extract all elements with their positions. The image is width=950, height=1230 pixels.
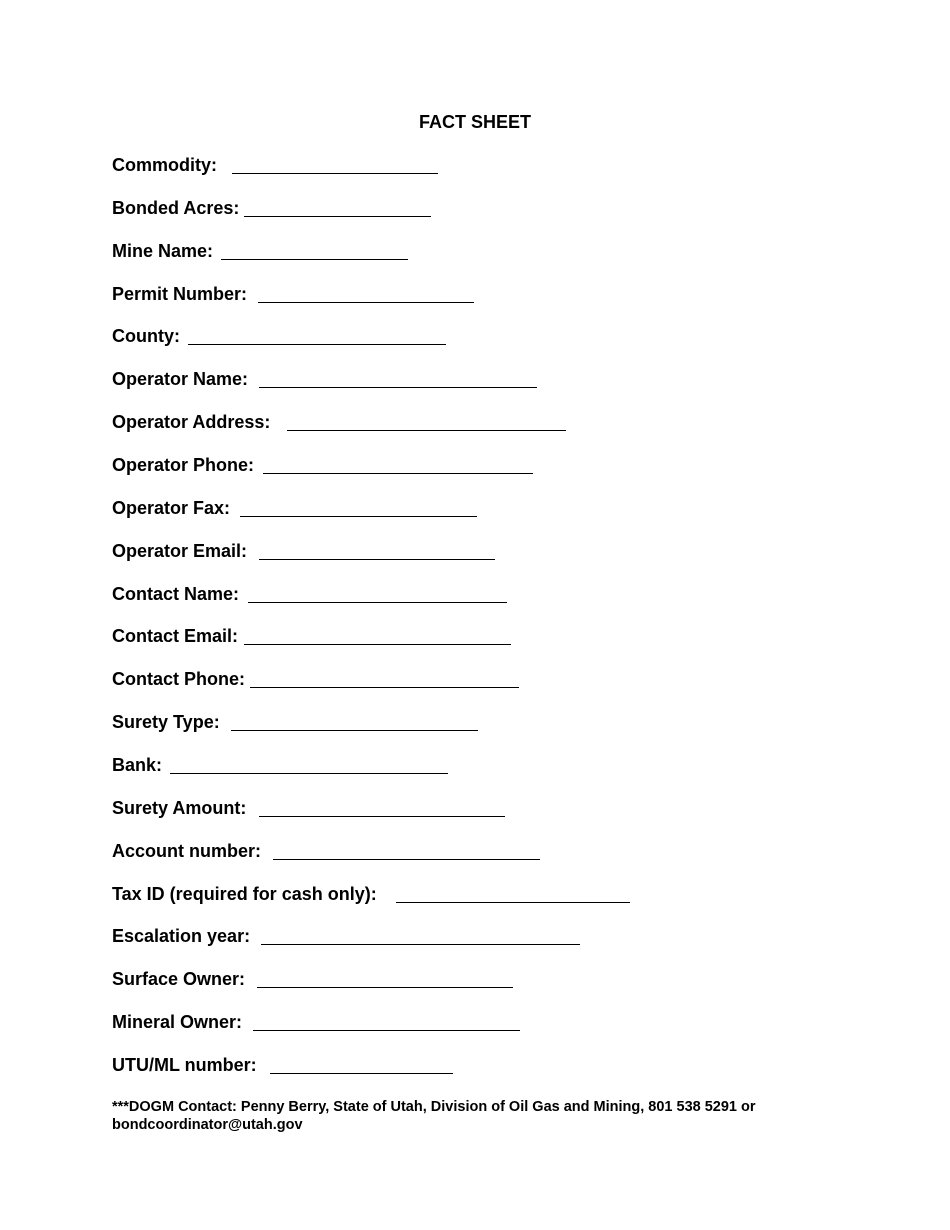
field-label: Bonded Acres: bbox=[112, 197, 240, 218]
field-label: Surface Owner: bbox=[112, 969, 246, 990]
field-label: Mine Name: bbox=[112, 240, 214, 261]
field-label: Operator Email: bbox=[112, 540, 248, 561]
field-blank-line[interactable] bbox=[396, 902, 630, 903]
field-blank-line[interactable] bbox=[287, 430, 566, 431]
field-label: Operator Fax: bbox=[112, 497, 231, 518]
field-label: County: bbox=[112, 326, 180, 347]
field-label: Contact Name: bbox=[112, 583, 240, 604]
field-blank-line[interactable] bbox=[244, 644, 511, 645]
field-label: Surety Type: bbox=[112, 712, 220, 733]
field-label: Mineral Owner: bbox=[112, 1012, 243, 1033]
field-blank-line[interactable] bbox=[221, 259, 408, 260]
field-label: Contact Phone: bbox=[112, 669, 245, 690]
field-blank-line[interactable] bbox=[259, 816, 505, 817]
footer-line-1: ***DOGM Contact: Penny Berry, State of Utah, Division of Oil Gas and Mining, 801 538 5291 or bbox=[112, 1099, 756, 1115]
field-blank-line[interactable] bbox=[261, 944, 580, 945]
field-blank-line[interactable] bbox=[253, 1030, 520, 1031]
field-label: Tax ID (required for cash only): bbox=[112, 883, 377, 904]
page-title: FACT SHEET bbox=[418, 112, 531, 132]
field-blank-line[interactable] bbox=[259, 387, 537, 388]
field-blank-line[interactable] bbox=[170, 773, 448, 774]
field-blank-line[interactable] bbox=[232, 173, 438, 174]
field-label: Operator Phone: bbox=[112, 455, 255, 476]
field-blank-line[interactable] bbox=[231, 730, 478, 731]
field-label: Contact Email: bbox=[112, 626, 239, 647]
field-blank-line[interactable] bbox=[259, 559, 495, 560]
field-blank-line[interactable] bbox=[248, 602, 507, 603]
field-label: Permit Number: bbox=[112, 283, 248, 304]
field-label: Surety Amount: bbox=[112, 797, 247, 818]
field-blank-line[interactable] bbox=[240, 516, 477, 517]
field-label: Bank: bbox=[112, 755, 163, 776]
field-blank-line[interactable] bbox=[273, 859, 540, 860]
field-label: Escalation year: bbox=[112, 926, 251, 947]
field-blank-line[interactable] bbox=[257, 987, 513, 988]
footer-email: bondcoordinator@utah.gov bbox=[112, 1117, 303, 1133]
field-blank-line[interactable] bbox=[244, 216, 431, 217]
field-blank-line[interactable] bbox=[263, 473, 533, 474]
field-label: UTU/ML number: bbox=[112, 1055, 257, 1076]
field-label: Operator Name: bbox=[112, 369, 249, 390]
contact-footer bbox=[112, 1098, 832, 1134]
field-blank-line[interactable] bbox=[270, 1073, 453, 1074]
field-blank-line[interactable] bbox=[258, 302, 474, 303]
field-label: Account number: bbox=[112, 840, 262, 861]
field-label: Commodity: bbox=[112, 155, 217, 175]
field-label: Operator Address: bbox=[112, 412, 271, 433]
field-blank-line[interactable] bbox=[188, 344, 446, 345]
field-blank-line[interactable] bbox=[250, 687, 519, 688]
